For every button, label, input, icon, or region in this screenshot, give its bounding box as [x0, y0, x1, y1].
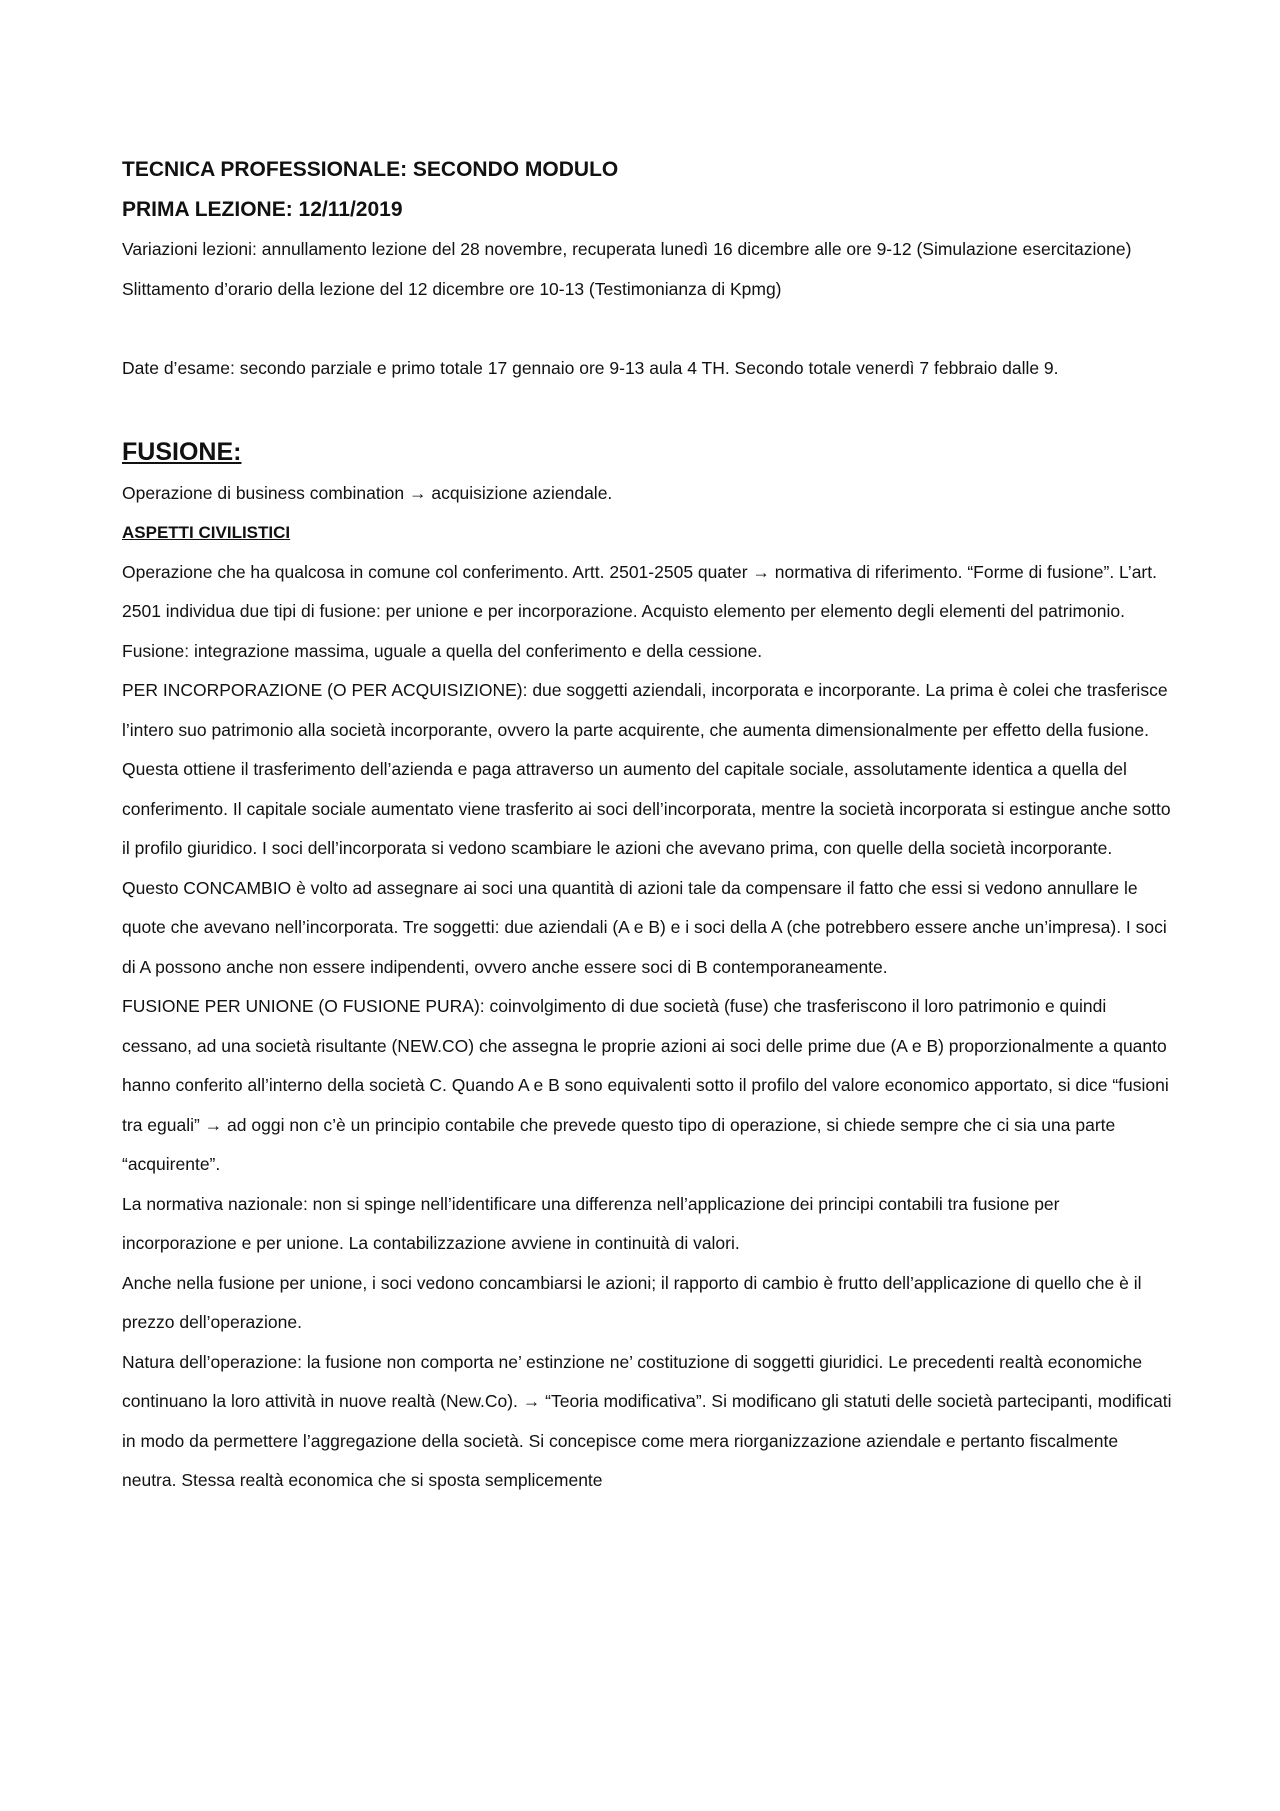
section-intro-paragraph: Operazione di business combination → acquisizione aziendale.	[122, 482, 613, 503]
exam-dates-paragraph: Date d’esame: secondo parziale e primo totale 17 gennaio ore 9-13 aula 4 TH. Secondo totale venerdì 7 febbraio dalle 9.	[122, 357, 1059, 378]
lesson-changes-paragraph: Variazioni lezioni: annullamento lezione del 28 novembre, recuperata lunedì 16 dicembre alle ore 9-12 (Simulazione esercitazione)	[122, 239, 1132, 259]
body-paragraph: La normativa nazionale: non si spinge nell’identificare una differenza nell’applicazione dei principi contabili tra fusione per incorporazione e per unione. La contabilizzazione avviene in continuità di valori.	[122, 1193, 1060, 1253]
document-title: TECNICA PROFESSIONALE: SECONDO MODULO	[122, 158, 619, 181]
body-paragraph: PER INCORPORAZIONE (O PER ACQUISIZIONE): due soggetti aziendali, incorporata e incorporante. La prima è colei che trasferisce l’intero suo patrimonio alla società incorporante, ovvero la parte acquirente, che aumenta dimensionalmente per effetto della fusione. Questa ottiene il trasferimento dell’azienda e paga attraverso un aumento del capitale sociale, assolutamente identica a quella del conferimento. Il capitale sociale aumentato viene trasferito ai soci dell’incorporata, mentre la società incorporata si estingue anche sotto il profilo giuridico. I soci dell’incorporata si vedono scambiare le azioni che avevano prima, con quelle della società incorporante. Questo CONCAMBIO è volto ad assegnare ai soci una quantità di azioni tale da compensare il fatto che essi si vedono annullare le quote che avevano nell’incorporata. Tre soggetti: due aziendali (A e B) e i soci della A (che potrebbero essere anche un’impresa). I soci di A possono anche non essere indipendenti, ovvero anche essere soci di B contemporaneamente.	[122, 680, 1171, 977]
blank-line	[122, 388, 1172, 428]
body-paragraph: Natura dell’operazione: la fusione non comporta ne’ estinzione ne’ costituzione di soggetti giuridici. Le precedenti realtà economiche continuano la loro attività in nuove realtà (New.Co). → “Teoria modificativa”. Si modificano gli statuti delle società partecipanti, modificati in modo da permettere l’aggregazione della società. Si concepisce come mera riorganizzazione aziendale e pertanto fiscalmente neutra. Stessa realtà economica che si sposta semplicemente	[122, 1351, 1172, 1490]
body-paragraph: Operazione che ha qualcosa in comune col conferimento. Artt. 2501-2505 quater → normativa di riferimento. “Forme di fusione”. L’art. 2501 individua due tipi di fusione: per unione e per incorporazione. Acquisto elemento per elemento degli elementi del patrimonio. Fusione: integrazione massima, uguale a quella del conferimento e della cessione.	[122, 561, 1157, 661]
body-paragraph: Anche nella fusione per unione, i soci vedono concambiarsi le azioni; il rapporto di cambio è frutto dell’applicazione di quello che è il prezzo dell’operazione.	[122, 1272, 1142, 1332]
lesson-heading: PRIMA LEZIONE: 12/11/2019	[122, 198, 403, 221]
section-heading-fusione: FUSIONE:	[122, 437, 242, 466]
document-page	[122, 150, 1172, 1501]
blank-line	[122, 309, 1172, 349]
body-paragraph: FUSIONE PER UNIONE (O FUSIONE PURA): coinvolgimento di due società (fuse) che trasferiscono il loro patrimonio e quindi cessano, ad una società risultante (NEW.CO) che assegna le proprie azioni ai soci delle prime due (A e B) proporzionalmente a quanto hanno conferito all’interno della società C. Quando A e B sono equivalenti sotto il profilo del valore economico apportato, si dice “fusioni tra eguali” → ad oggi non c’è un principio contabile che prevede questo tipo di operazione, si chiede sempre che ci sia una parte “acquirente”.	[122, 996, 1169, 1174]
subsection-heading-aspetti-civilistici: ASPETTI CIVILISTICI	[122, 523, 291, 542]
schedule-shift-paragraph: Slittamento d’orario della lezione del 12 dicembre ore 10-13 (Testimonianza di Kpmg)	[122, 278, 782, 299]
